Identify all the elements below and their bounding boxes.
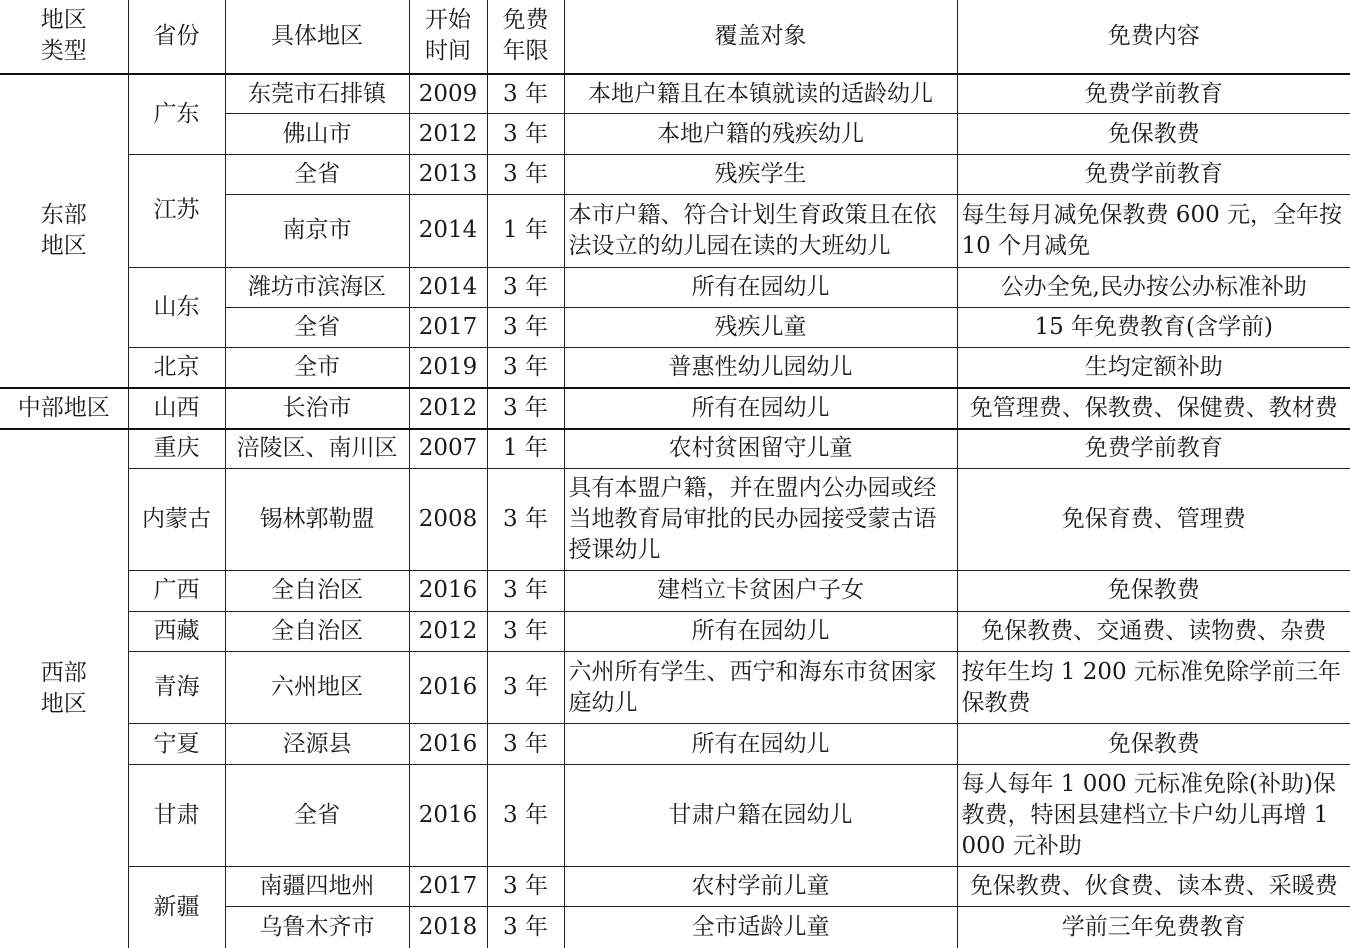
content-cell: 免费学前教育	[957, 154, 1350, 194]
start-cell: 2014	[409, 195, 487, 268]
table-row	[0, 429, 1350, 469]
area-cell: 全自治区	[225, 611, 409, 651]
area-cell: 乌鲁木齐市	[225, 906, 409, 948]
area-cell: 涪陵区、南川区	[225, 429, 409, 469]
province-ningxia: 宁夏	[128, 724, 225, 764]
start-cell: 2007	[409, 429, 487, 469]
coverage-cell: 全市适龄儿童	[564, 906, 957, 948]
area-cell: 锡林郭勒盟	[225, 469, 409, 571]
content-cell: 15 年免费教育(含学前)	[957, 308, 1350, 348]
content-cell: 每人每年 1 000 元标准免除(补助)保教费，特困县建档立卡户幼儿再增 1 000 元补助	[957, 764, 1350, 866]
province-gansu: 甘肃	[128, 764, 225, 866]
start-cell: 2008	[409, 469, 487, 571]
area-cell: 南疆四地州	[225, 866, 409, 906]
table-row	[0, 74, 1350, 114]
coverage-cell: 所有在园幼儿	[564, 611, 957, 651]
content-cell: 免保教费	[957, 114, 1350, 154]
content-cell: 免费学前教育	[957, 429, 1350, 469]
years-cell: 3 年	[487, 469, 564, 571]
area-cell: 南京市	[225, 195, 409, 268]
years-cell: 3 年	[487, 114, 564, 154]
header-free-years: 免费年限	[487, 0, 564, 74]
content-cell: 免管理费、保教费、保健费、教材费	[957, 388, 1350, 428]
table-row	[0, 267, 1350, 307]
coverage-cell: 六州所有学生、西宁和海东市贫困家庭幼儿	[564, 651, 957, 724]
coverage-cell: 农村贫困留守儿童	[564, 429, 957, 469]
header-province: 省份	[128, 0, 225, 74]
province-chongqing: 重庆	[128, 429, 225, 469]
years-cell: 1 年	[487, 429, 564, 469]
start-cell: 2019	[409, 348, 487, 388]
content-cell: 免保教费	[957, 724, 1350, 764]
area-cell: 六州地区	[225, 651, 409, 724]
province-shanxi: 山西	[128, 388, 225, 428]
content-cell: 免保教费、交通费、读物费、杂费	[957, 611, 1350, 651]
province-xizang: 西藏	[128, 611, 225, 651]
years-cell: 3 年	[487, 154, 564, 194]
content-cell: 免保育费、管理费	[957, 469, 1350, 571]
years-cell: 3 年	[487, 388, 564, 428]
coverage-cell: 残疾学生	[564, 154, 957, 194]
content-cell: 公办全免,民办按公办标准补助	[957, 267, 1350, 307]
start-cell: 2012	[409, 114, 487, 154]
area-cell: 全省	[225, 308, 409, 348]
region-west: 西部地区	[0, 429, 128, 948]
start-cell: 2017	[409, 308, 487, 348]
start-cell: 2013	[409, 154, 487, 194]
start-cell: 2016	[409, 571, 487, 611]
content-cell: 按年生均 1 200 元标准免除学前三年保教费	[957, 651, 1350, 724]
header-content: 免费内容	[957, 0, 1350, 74]
years-cell: 3 年	[487, 724, 564, 764]
start-cell: 2012	[409, 611, 487, 651]
content-cell: 免费学前教育	[957, 74, 1350, 114]
content-cell: 生均定额补助	[957, 348, 1350, 388]
years-cell: 3 年	[487, 611, 564, 651]
header-area: 具体地区	[225, 0, 409, 74]
province-beijing: 北京	[128, 348, 225, 388]
province-xinjiang: 新疆	[128, 866, 225, 948]
coverage-cell: 甘肃户籍在园幼儿	[564, 764, 957, 866]
province-qinghai: 青海	[128, 651, 225, 724]
table-row	[0, 571, 1350, 611]
area-cell: 全省	[225, 764, 409, 866]
start-cell: 2016	[409, 764, 487, 866]
table-row	[0, 348, 1350, 388]
coverage-cell: 残疾儿童	[564, 308, 957, 348]
content-cell: 免保教费	[957, 571, 1350, 611]
table-row	[0, 724, 1350, 764]
coverage-cell: 普惠性幼儿园幼儿	[564, 348, 957, 388]
header-row	[0, 0, 1350, 74]
coverage-cell: 具有本盟户籍，并在盟内公办园或经当地教育局审批的民办园接受蒙古语授课幼儿	[564, 469, 957, 571]
coverage-cell: 所有在园幼儿	[564, 388, 957, 428]
content-cell: 学前三年免费教育	[957, 906, 1350, 948]
start-cell: 2009	[409, 74, 487, 114]
years-cell: 3 年	[487, 308, 564, 348]
years-cell: 3 年	[487, 651, 564, 724]
table-row	[0, 866, 1350, 906]
content-cell: 免保教费、伙食费、读本费、采暖费	[957, 866, 1350, 906]
start-cell: 2017	[409, 866, 487, 906]
content-cell: 每生每月减免保教费 600 元，全年按 10 个月减免	[957, 195, 1350, 268]
area-cell: 长治市	[225, 388, 409, 428]
table-row	[0, 469, 1350, 571]
coverage-cell: 本地户籍的残疾幼儿	[564, 114, 957, 154]
coverage-cell: 农村学前儿童	[564, 866, 957, 906]
coverage-cell: 本市户籍、符合计划生育政策且在依法设立的幼儿园在读的大班幼儿	[564, 195, 957, 268]
area-cell: 佛山市	[225, 114, 409, 154]
start-cell: 2014	[409, 267, 487, 307]
region-east: 东部地区	[0, 74, 128, 389]
years-cell: 3 年	[487, 267, 564, 307]
years-cell: 3 年	[487, 74, 564, 114]
area-cell: 潍坊市滨海区	[225, 267, 409, 307]
province-jiangsu: 江苏	[128, 154, 225, 267]
years-cell: 3 年	[487, 906, 564, 948]
table-row	[0, 764, 1350, 866]
coverage-cell: 所有在园幼儿	[564, 267, 957, 307]
years-cell: 3 年	[487, 348, 564, 388]
area-cell: 东莞市石排镇	[225, 74, 409, 114]
coverage-cell: 所有在园幼儿	[564, 724, 957, 764]
years-cell: 1 年	[487, 195, 564, 268]
years-cell: 3 年	[487, 571, 564, 611]
area-cell: 全自治区	[225, 571, 409, 611]
header-region-type: 地区类型	[40, 7, 87, 65]
province-guangxi: 广西	[128, 571, 225, 611]
area-cell: 全省	[225, 154, 409, 194]
years-cell: 3 年	[487, 764, 564, 866]
table-row	[0, 154, 1350, 194]
area-cell: 泾源县	[225, 724, 409, 764]
area-cell: 全市	[225, 348, 409, 388]
province-shandong: 山东	[128, 267, 225, 348]
table-row	[0, 651, 1350, 724]
table-row	[0, 388, 1350, 428]
coverage-cell: 本地户籍且在本镇就读的适龄幼儿	[564, 74, 957, 114]
start-cell: 2018	[409, 906, 487, 948]
province-neimenggu: 内蒙古	[128, 469, 225, 571]
years-cell: 3 年	[487, 866, 564, 906]
table-row	[0, 611, 1350, 651]
header-coverage: 覆盖对象	[564, 0, 957, 74]
start-cell: 2012	[409, 388, 487, 428]
coverage-cell: 建档立卡贫困户子女	[564, 571, 957, 611]
start-cell: 2016	[409, 651, 487, 724]
header-start-time: 开始时间	[409, 0, 487, 74]
province-guangdong: 广东	[128, 74, 225, 155]
start-cell: 2016	[409, 724, 487, 764]
region-central: 中部地区	[0, 388, 128, 428]
